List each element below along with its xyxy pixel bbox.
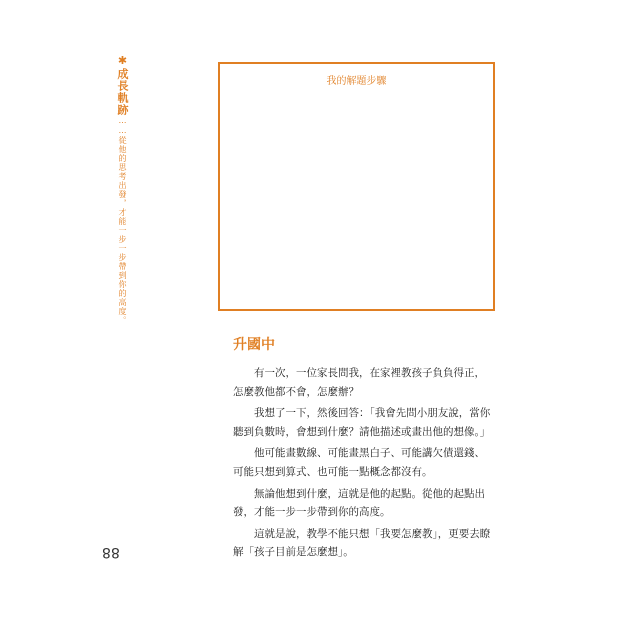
solution-steps-box [218, 62, 495, 311]
page-number: 88 [102, 544, 120, 560]
body-text [233, 364, 495, 565]
paragraph: 有一次，一位家長問我，在家裡教孩子負負得正，怎麼教他都不會，怎麼辦？ [233, 367, 485, 398]
paragraph: 這就是說，教學不能只想「我要怎麼教」，更要去瞭解「孩子目前是怎麼想」。 [233, 527, 491, 559]
running-header-subtitle: ……從他的思考出發，才能一步一步帶到你的高度。 [118, 116, 127, 325]
running-header-title: ✱成長軌跡 [116, 54, 129, 116]
paragraph: 無論他想到什麼，這就是他的起點。從他的起點出發，才能一步一步帶到你的高度。 [233, 487, 485, 519]
paragraph: 我想了一下，然後回答：「我會先問小朋友說，當你聽到負數時，會想到什麼？請他描述或畫出他的想像。」 [233, 407, 491, 438]
paragraph: 他可能畫數線、可能畫黑白子、可能講欠債還錢、可能只想到算式、也可能一點概念都沒有。 [233, 447, 485, 478]
solution-steps-title: 我的解題步驟 [326, 76, 387, 87]
section-title: 升國中 [233, 337, 275, 353]
running-header [108, 54, 132, 354]
